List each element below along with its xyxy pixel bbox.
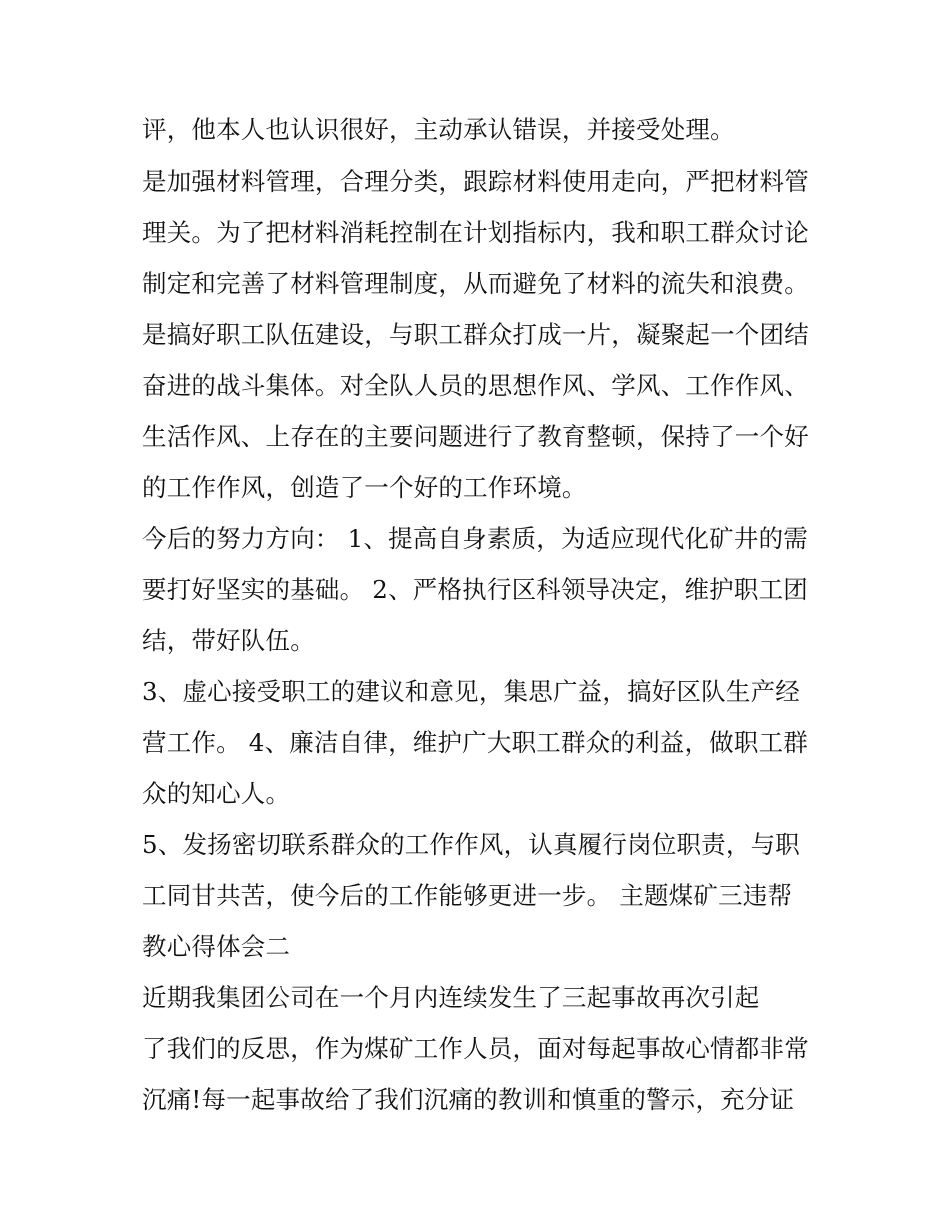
text-line: 营工作。 4、廉洁自律，维护广大职工群众的利益，做职工群 (142, 728, 808, 757)
text-line: 教心得体会二 (142, 932, 291, 961)
text-line: 是加强材料管理，合理分类，跟踪材料使用走向，严把材料管 (142, 167, 809, 196)
text-line: 了我们的反思，作为煤矿工作人员，面对每起事故心情都非常 (142, 1034, 809, 1063)
text-line: 的工作作风，创造了一个好的工作环境。 (142, 473, 587, 502)
text-line: 要打好坚实的基础。 2、严格执行区科领导决定，维护职工团 (142, 575, 808, 604)
text-line: 生活作风、上存在的主要问题进行了教育整顿，保持了一个好 (142, 422, 809, 451)
text-line: 工同甘共苦，使今后的工作能够更进一步。 主题煤矿三违帮 (142, 881, 793, 910)
text-line: 5、发扬密切联系群众的工作作风，认真履行岗位职责，与职 (142, 830, 800, 859)
text-line: 结，带好队伍。 (142, 626, 315, 655)
text-line: 理关。为了把材料消耗控制在计划指标内，我和职工群众讨论 (142, 218, 809, 247)
text-line: 是搞好职工队伍建设，与职工群众打成一片，凝聚起一个团结 (142, 320, 809, 349)
text-line: 制定和完善了材料管理制度，从而避免了材料的流失和浪费。 (142, 269, 809, 298)
text-line: 3、虚心接受职工的建议和意见，集思广益，搞好区队生产经 (142, 677, 800, 706)
text-line: 众的知心人。 (142, 779, 291, 808)
text-line: 评，他本人也认识很好，主动承认错误，并接受处理。 (142, 115, 735, 144)
text-line: 今后的努力方向： 1、提高自身素质，为适应现代化矿井的需 (142, 524, 808, 553)
text-line: 近期我集团公司在一个月内连续发生了三起事故再次引起 (142, 983, 760, 1012)
text-line: 奋进的战斗集体。对全队人员的思想作风、学风、工作作风、 (142, 371, 809, 400)
text-line: 沉痛!每一起事故给了我们沉痛的教训和慎重的警示，充分证 (142, 1085, 795, 1114)
